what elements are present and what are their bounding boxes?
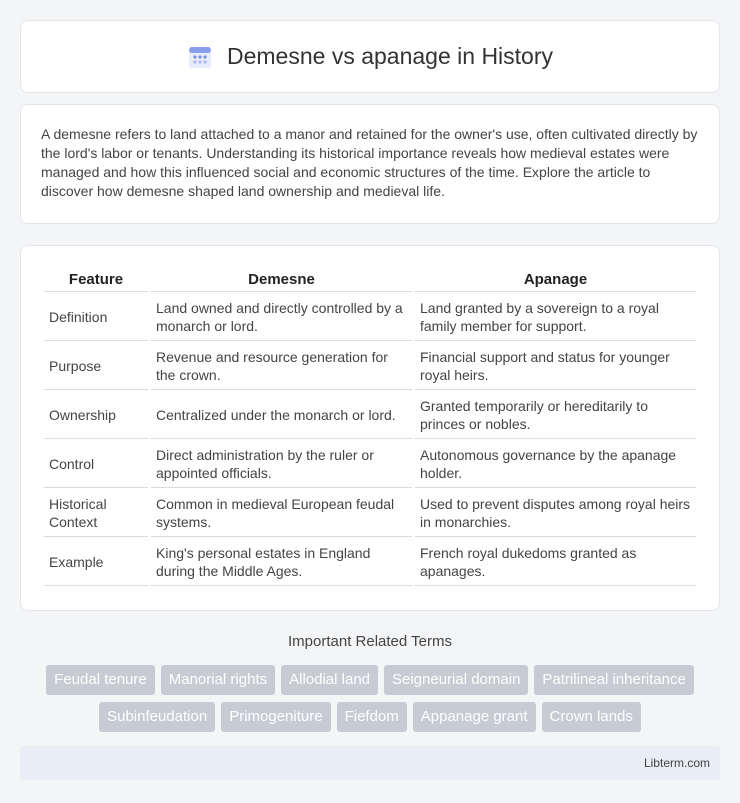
tag-patrilineal-inheritance[interactable]: Patrilineal inheritance xyxy=(534,665,693,695)
related-terms-title: Important Related Terms xyxy=(288,633,452,650)
cell-demesne: Common in medieval European feudal systems. xyxy=(151,490,412,537)
table-row xyxy=(44,294,696,341)
cell-apanage: Granted temporarily or hereditarily to princes or nobles. xyxy=(415,392,696,439)
tag-manorial-rights[interactable]: Manorial rights xyxy=(161,665,275,695)
comparison-card xyxy=(20,245,720,611)
page-title: Demesne vs apanage in History xyxy=(227,43,553,69)
table-row xyxy=(44,539,696,586)
cell-apanage: Used to prevent disputes among royal heirs in monarchies. xyxy=(415,490,696,537)
cell-apanage: Financial support and status for younger royal heirs. xyxy=(415,343,696,390)
tag-fiefdom[interactable]: Fiefdom xyxy=(337,702,407,732)
related-terms-tags xyxy=(20,665,720,732)
footer-brand-link[interactable]: Libterm.com xyxy=(643,756,710,770)
table-header-row xyxy=(44,270,696,292)
cell-feature: Purpose xyxy=(44,343,148,390)
comparison-table xyxy=(41,268,699,588)
header-card xyxy=(20,20,720,93)
table-row xyxy=(44,392,696,439)
header-feature: Feature xyxy=(44,270,148,292)
table-row xyxy=(44,441,696,488)
footer xyxy=(20,746,720,780)
cell-demesne: Direct administration by the ruler or appointed officials. xyxy=(151,441,412,488)
cell-demesne: Centralized under the monarch or lord. xyxy=(151,392,412,439)
cell-feature: Historical Context xyxy=(44,490,148,537)
cell-feature: Control xyxy=(44,441,148,488)
related-terms-section xyxy=(20,633,720,732)
cell-apanage: French royal dukedoms granted as apanages. xyxy=(415,539,696,586)
cell-feature: Definition xyxy=(44,294,148,341)
table-row xyxy=(44,490,696,537)
tag-crown-lands[interactable]: Crown lands xyxy=(542,702,641,732)
tag-feudal-tenure[interactable]: Feudal tenure xyxy=(46,665,155,695)
cell-feature: Example xyxy=(44,539,148,586)
intro-text: A demesne refers to land attached to a manor and retained for the owner's use, often cultivated directly by the lord's labor or tenants. Understanding its historical importance reveals how medieval estates were managed and how this influenced social and economic structures of the time. Explore the article to discover how demesne shaped land ownership and medieval life. xyxy=(41,126,698,199)
tag-primogeniture[interactable]: Primogeniture xyxy=(221,702,330,732)
header-apanage: Apanage xyxy=(415,270,696,292)
cell-apanage: Autonomous governance by the apanage holder. xyxy=(415,441,696,488)
cell-demesne: Land owned and directly controlled by a monarch or lord. xyxy=(151,294,412,341)
cell-feature: Ownership xyxy=(44,392,148,439)
cell-apanage: Land granted by a sovereign to a royal family member for support. xyxy=(415,294,696,341)
tag-subinfeudation[interactable]: Subinfeudation xyxy=(99,702,215,732)
table-row xyxy=(44,343,696,390)
header-demesne: Demesne xyxy=(151,270,412,292)
tag-seigneurial-domain[interactable]: Seigneurial domain xyxy=(384,665,528,695)
cell-demesne: King's personal estates in England during the Middle Ages. xyxy=(151,539,412,586)
tag-appanage-grant[interactable]: Appanage grant xyxy=(413,702,536,732)
intro-card xyxy=(20,104,720,224)
cell-demesne: Revenue and resource generation for the crown. xyxy=(151,343,412,390)
tag-allodial-land[interactable]: Allodial land xyxy=(281,665,378,695)
table-grid-icon xyxy=(187,44,213,70)
